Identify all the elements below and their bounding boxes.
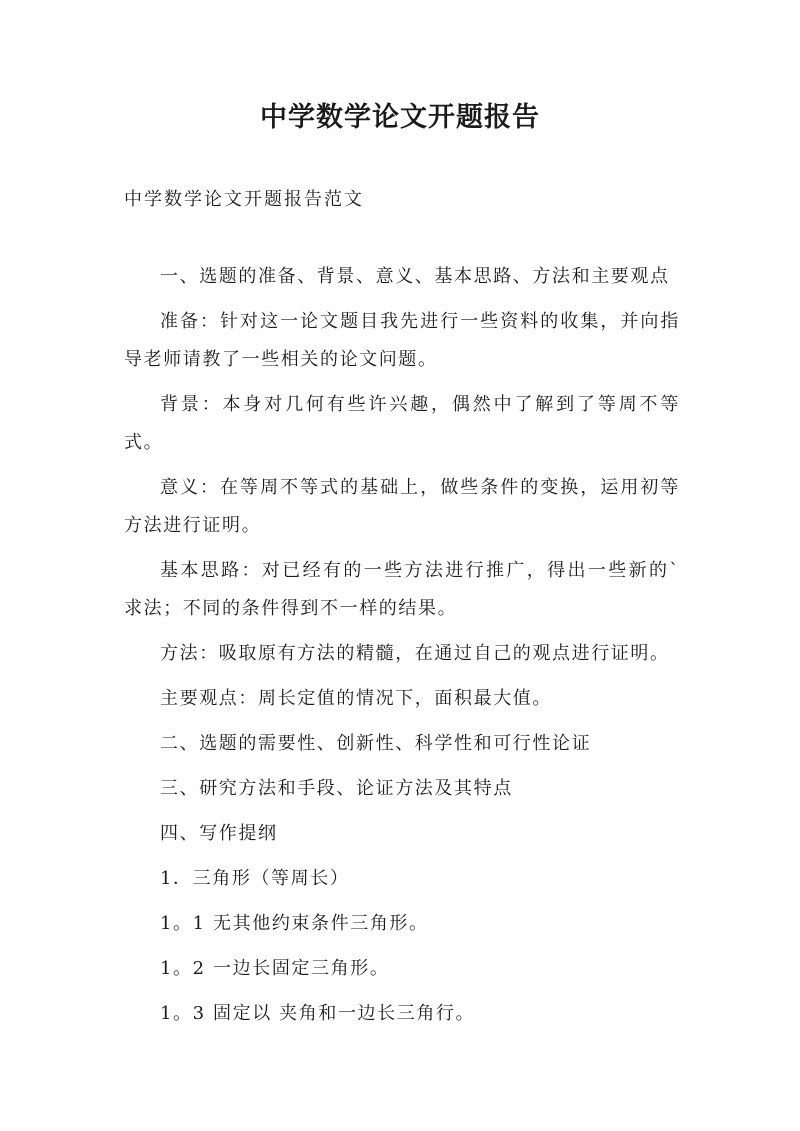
paragraph-main-viewpoint: 主要观点：周长定值的情况下，面积最大值。 bbox=[160, 688, 552, 709]
section-heading-1: 一、选题的准备、背景、意义、基本思路、方法和主要观点 bbox=[160, 266, 670, 287]
outline-item-1-3: 1。3 固定以 夹角和一边长三角行。 bbox=[160, 1003, 476, 1024]
paragraph-basic-idea: 基本思路：对已经有的一些方法进行推广，得出一些新的`求法；不同的条件得到不一样的结果。 bbox=[124, 560, 680, 619]
paragraph-method: 方法：吸取原有方法的精髓，在通过自己的观点进行证明。 bbox=[160, 643, 670, 664]
outline-item-1-2: 1。2 一边长固定三角形。 bbox=[160, 958, 390, 979]
outline-item-1: 1．三角形（等周长） bbox=[160, 868, 350, 889]
outline-item-1-1: 1。1 无其他约束条件三角形。 bbox=[160, 913, 429, 934]
document-body bbox=[124, 258, 680, 1040]
section-heading-3: 三、研究方法和手段、论证方法及其特点 bbox=[160, 778, 513, 799]
paragraph-significance: 意义：在等周不等式的基础上，做些条件的变换，运用初等方法进行证明。 bbox=[124, 477, 680, 536]
document-subtitle: 中学数学论文开题报告范文 bbox=[124, 189, 364, 210]
section-heading-2: 二、选题的需要性、创新性、科学性和可行性论证 bbox=[160, 733, 592, 754]
paragraph-preparation: 准备：针对这一论文题目我先进行一些资料的收集，并向指导老师请教了一些相关的论文问题。 bbox=[124, 311, 680, 370]
paragraph-background: 背景：本身对几何有些许兴趣，偶然中了解到了等周不等式。 bbox=[124, 394, 680, 453]
section-heading-4: 四、写作提纲 bbox=[160, 823, 278, 844]
document-title: 中学数学论文开题报告 bbox=[260, 102, 540, 133]
